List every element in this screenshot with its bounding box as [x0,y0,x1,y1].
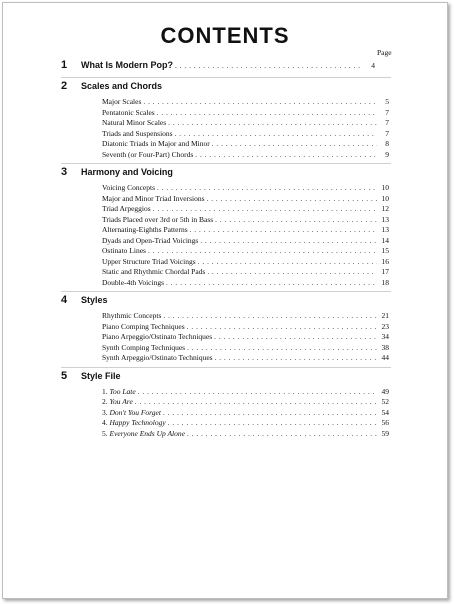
chapter-5 [3,370,447,440]
entry-label: Too Late [109,386,136,396]
dot-leader [143,97,377,108]
toc-entry [102,267,389,278]
document-page [2,2,448,599]
entry-label: Synth Comping Techniques [102,342,186,352]
table-of-contents [3,55,447,439]
entry-label: Seventh (or Four-Part) Chords [102,149,194,159]
toc-entry [102,236,389,247]
entry-page: 10 [381,193,389,203]
entry-label: Static and Rhythmic Chordal Pads [102,267,206,276]
entry-page: 34 [381,332,389,341]
entry-page: 56 [381,418,389,427]
chapter-title: Harmony and Voicing [81,167,173,177]
entry-label: Voicing Concepts [102,183,155,192]
dot-leader [148,246,377,257]
dot-leader [175,129,377,140]
entry-page: 38 [381,342,389,352]
toc-entry [102,118,389,129]
entry-page: 59 [381,428,389,438]
chapter-number: 3 [61,166,68,178]
page-title: CONTENTS [160,23,290,48]
entry-label: Triad Arpeggios [102,204,151,213]
chapter-page: 4 [371,61,375,70]
chapter-entries [3,183,447,288]
entry-number: 5. [102,428,110,438]
entry-page: 44 [381,353,389,362]
toc-entry [102,278,389,289]
dot-leader [187,429,377,440]
chapter-number: 2 [61,80,68,92]
toc-entry [102,150,389,161]
dot-leader [200,236,377,247]
dot-leader [138,387,377,398]
entry-label: Triads and Suspensions [102,128,173,138]
toc-entry [102,97,389,108]
chapter-entries [3,97,447,160]
entry-label: Upper Structure Triad Voicings [102,256,196,266]
dot-leader [166,278,377,289]
entry-page: 7 [385,128,389,138]
chapter-entries [3,387,447,440]
dot-leader [153,204,377,215]
chapter-title: What Is Modern Pop? [81,60,173,70]
entry-page: 7 [385,107,389,117]
dot-leader [212,139,377,150]
entry-label: Natural Minor Scales [102,118,167,127]
toc-entry [102,225,389,236]
entry-label: Diatonic Triads in Major and Minor [102,139,210,148]
dot-leader [163,408,377,419]
entry-page: 16 [381,256,389,266]
page-column-heading: Page [377,48,392,57]
entry-label: Major and Minor Triad Inversions [102,193,205,203]
entry-number: 3. [102,407,110,417]
divider [61,163,391,164]
toc-entry [102,408,389,419]
dot-leader [215,215,377,226]
dot-leader [187,343,377,354]
dot-leader [215,353,377,364]
entry-page: 9 [385,149,389,159]
toc-entry [102,139,389,150]
chapter-number: 4 [61,294,68,306]
divider [61,367,391,368]
entry-label: Synth Arpeggio/Ostinato Techniques [102,353,213,362]
entry-page: 14 [381,235,389,245]
chapter-2 [3,80,447,164]
entry-page: 15 [381,246,389,255]
dot-leader [135,397,377,408]
toc-entry [102,108,389,119]
chapter-entries [3,311,447,364]
toc-entry [102,257,389,268]
entry-page: 21 [381,311,389,320]
chapter-4 [3,294,447,368]
entry-page: 52 [381,397,389,406]
entry-label: Don't You Forget [109,407,161,417]
chapter-1 [3,59,447,78]
toc-entry [102,204,389,215]
toc-entry [102,332,389,343]
toc-entry [102,246,389,257]
entry-page: 5 [385,97,389,106]
divider [61,77,391,78]
toc-entry [102,183,389,194]
dot-leader [198,257,377,268]
entry-number: 1. [102,386,110,396]
chapter-title: Scales and Chords [81,81,163,91]
entry-page: 12 [381,204,389,213]
toc-entry [102,194,389,205]
entry-page: 18 [381,277,389,287]
entry-label: Alternating-Eighths Patterns [102,225,188,234]
entry-number: 2. [102,397,110,406]
entry-number: 4. [102,418,110,427]
toc-entry [102,429,389,440]
entry-page: 49 [381,386,389,396]
entry-label: Dyads and Open-Triad Voicings [102,235,199,245]
entry-page: 10 [381,183,389,192]
toc-entry [102,418,389,429]
entry-label: You Are [109,397,133,406]
dot-leader [168,418,377,429]
entry-label: Double-4th Voicings [102,277,165,287]
entry-label: Rhythmic Concepts [102,311,162,320]
dot-leader [168,118,377,129]
toc-entry [102,343,389,354]
dot-leader [207,194,378,205]
toc-entry [102,387,389,398]
entry-page: 23 [381,321,389,331]
entry-label: Pentatonic Scales [102,107,155,117]
toc-entry [102,311,389,322]
entry-page: 54 [381,407,389,417]
toc-entry [102,129,389,140]
dot-leader [175,62,363,70]
divider [61,291,391,292]
chapter-number: 5 [61,369,68,382]
dot-leader [157,108,377,119]
entry-label: Triads Placed over 3rd or 5th in Bass [102,214,214,224]
toc-entry [102,215,389,226]
entry-label: Ostinato Lines [102,246,146,255]
entry-label: Piano Comping Techniques [102,321,185,331]
toc-entry [102,353,389,364]
entry-page: 17 [381,267,389,276]
dot-leader [187,322,377,333]
entry-page: 13 [381,225,389,234]
entry-page: 8 [385,139,389,148]
dot-leader [207,267,377,278]
entry-label: Major Scales [102,97,142,106]
dot-leader [195,150,377,161]
entry-label: Everyone Ends Up Alone [109,428,185,438]
entry-page: 13 [381,214,389,224]
chapter-number: 1 [61,59,68,71]
dot-leader [214,332,377,343]
dot-leader [163,311,377,322]
dot-leader [190,225,377,236]
entry-page: 7 [385,118,389,127]
dot-leader [157,183,377,194]
chapter-title: Style File [81,370,121,381]
entry-label: Piano Arpeggio/Ostinato Techniques [102,332,213,341]
toc-entry [102,397,389,408]
entry-label: Happy Technology [109,418,166,427]
chapter-3 [3,166,447,292]
chapter-title: Styles [81,295,108,305]
toc-entry [102,322,389,333]
